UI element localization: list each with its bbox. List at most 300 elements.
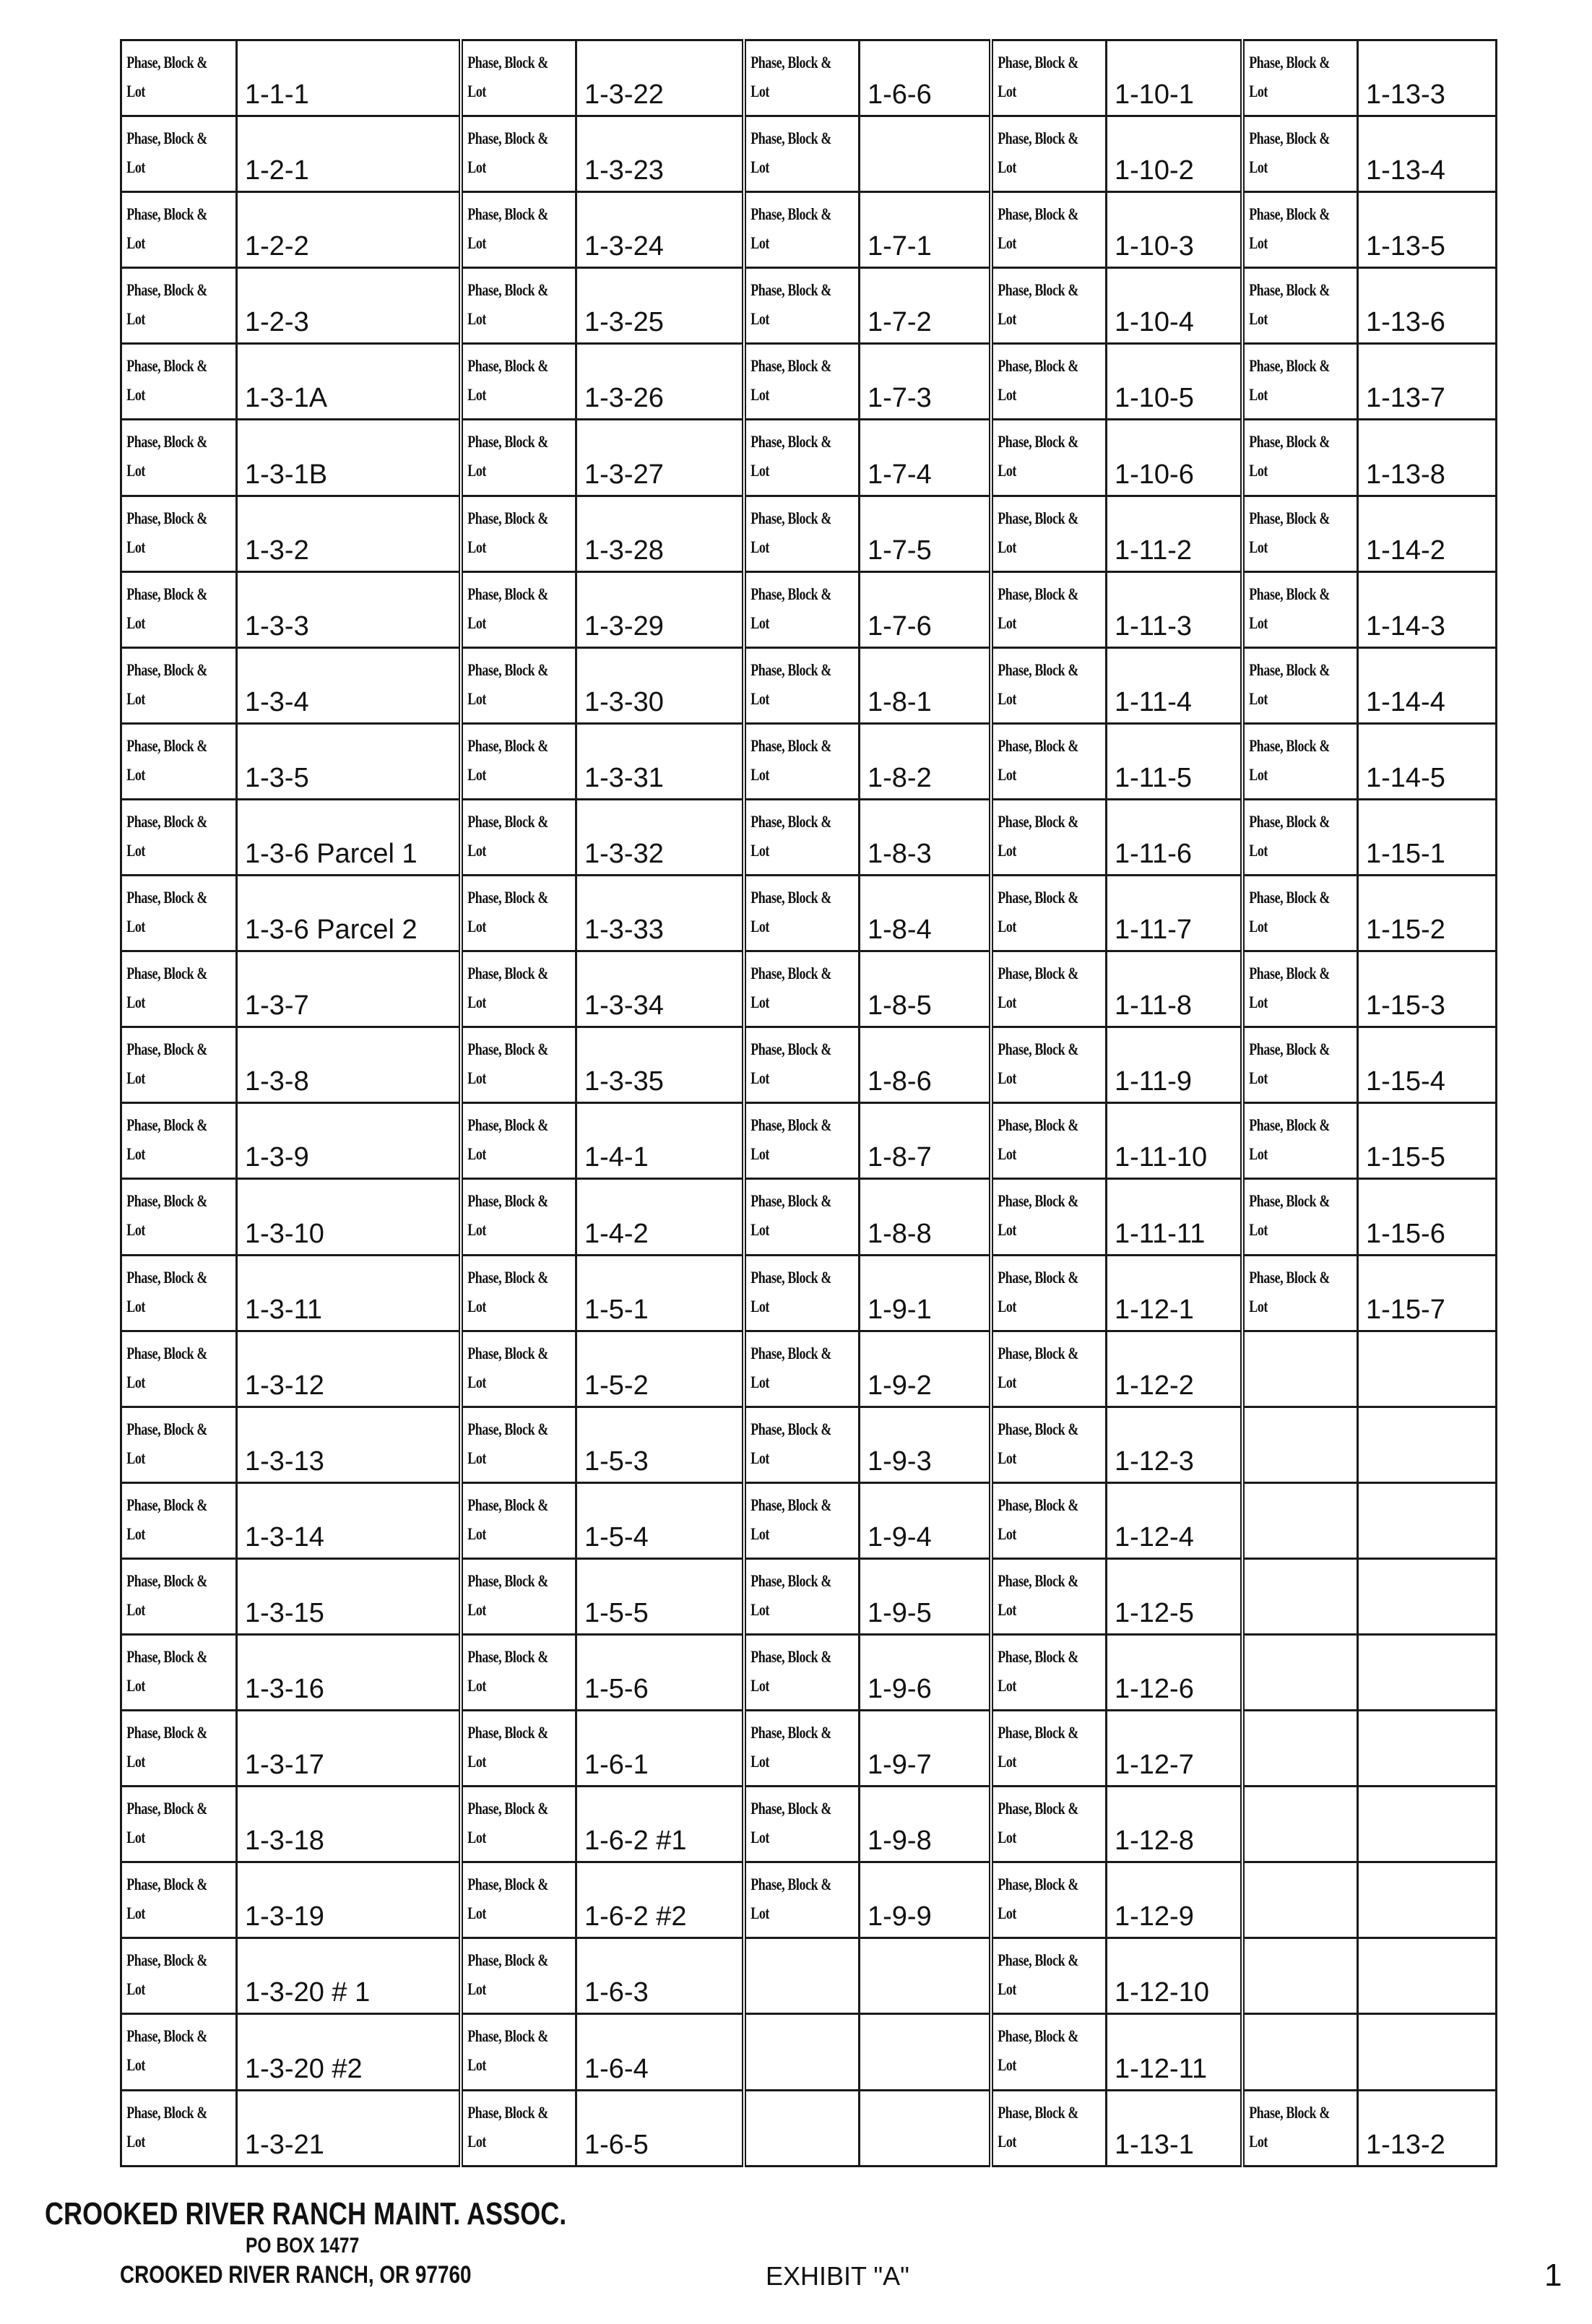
- value-cell: [237, 1787, 461, 1862]
- value-cell: [1358, 647, 1497, 723]
- phase-block-lot-label: Phase, Block & Lot: [997, 357, 1078, 405]
- label-cell: [1242, 192, 1358, 268]
- phase-block-lot-label: Phase, Block & Lot: [750, 1268, 831, 1316]
- phase-block-lot-label: Phase, Block & Lot: [126, 2103, 207, 2151]
- label-cell: [1242, 344, 1358, 420]
- value-cell: [237, 1179, 461, 1255]
- table-row: [121, 723, 1497, 799]
- phase-block-lot-label: Phase, Block & Lot: [126, 812, 207, 860]
- value-cell: [1358, 268, 1497, 344]
- value-cell: [237, 723, 461, 799]
- label-cell: [1242, 1558, 1358, 1634]
- table-row: [121, 1787, 1497, 1862]
- label-cell: [461, 116, 576, 192]
- phase-block-lot-label: Phase, Block & Lot: [750, 736, 831, 784]
- lot-number: 1-8-5: [868, 990, 932, 1021]
- lot-number: 1-3-11: [245, 1294, 323, 1325]
- lot-number: 1-3-4: [245, 686, 309, 717]
- value-cell: [237, 1862, 461, 1938]
- phase-block-lot-label: Phase, Block & Lot: [467, 812, 548, 860]
- phase-block-lot-label: Phase, Block & Lot: [467, 1192, 548, 1240]
- value-cell: [576, 1558, 744, 1634]
- value-cell: [1107, 1331, 1242, 1407]
- lot-number: 1-11-10: [1115, 1142, 1208, 1173]
- value-cell: [1358, 1407, 1497, 1482]
- lot-number: 1-9-4: [868, 1521, 932, 1552]
- label-cell: [744, 344, 860, 420]
- value-cell: [1107, 799, 1242, 875]
- value-cell: [237, 420, 461, 496]
- lot-number: 1-4-1: [584, 1142, 649, 1173]
- table-row: [121, 1482, 1497, 1558]
- value-cell: [576, 2014, 744, 2090]
- lot-number: 1-2-2: [245, 231, 309, 262]
- lot-number: 1-7-2: [868, 307, 932, 338]
- phase-block-lot-label: Phase, Block & Lot: [997, 129, 1078, 177]
- phase-block-lot-label: Phase, Block & Lot: [997, 1571, 1078, 1619]
- phase-block-lot-label: Phase, Block & Lot: [126, 357, 207, 405]
- label-cell: [121, 1255, 237, 1331]
- lot-number: 1-3-15: [245, 1597, 324, 1628]
- value-cell: [237, 799, 461, 875]
- value-cell: [860, 1103, 991, 1179]
- value-cell: [860, 1027, 991, 1103]
- lot-number: 1-12-1: [1115, 1294, 1194, 1325]
- label-cell: [121, 1179, 237, 1255]
- phase-block-lot-label: Phase, Block & Lot: [467, 889, 548, 936]
- value-cell: [237, 647, 461, 723]
- table-row: [121, 876, 1497, 951]
- label-cell: [461, 799, 576, 875]
- phase-block-lot-label: Phase, Block & Lot: [997, 1344, 1078, 1391]
- lot-number: 1-3-17: [245, 1750, 324, 1781]
- lot-number: 1-3-20 # 1: [245, 1977, 371, 2008]
- phase-block-lot-label: Phase, Block & Lot: [126, 53, 207, 100]
- label-cell: [1242, 876, 1358, 951]
- phase-block-lot-label: Phase, Block & Lot: [467, 53, 548, 100]
- value-cell: [576, 192, 744, 268]
- value-cell: [237, 2090, 461, 2166]
- label-cell: [744, 1634, 860, 1710]
- phase-block-lot-label: Phase, Block & Lot: [467, 205, 548, 253]
- value-cell: [237, 1103, 461, 1179]
- phase-block-lot-label: Phase, Block & Lot: [997, 1495, 1078, 1543]
- value-cell: [576, 1634, 744, 1710]
- label-cell: [121, 268, 237, 344]
- label-cell: [121, 420, 237, 496]
- value-cell: [1107, 1787, 1242, 1862]
- phase-block-lot-label: Phase, Block & Lot: [750, 281, 831, 329]
- label-cell: [121, 876, 237, 951]
- lot-number: 1-3-34: [584, 990, 664, 1021]
- lot-number: 1-9-5: [868, 1597, 932, 1628]
- phase-block-lot-label: Phase, Block & Lot: [1248, 433, 1330, 480]
- value-cell: [237, 1938, 461, 2014]
- phase-block-lot-label: Phase, Block & Lot: [126, 1647, 207, 1695]
- phase-block-lot-label: Phase, Block & Lot: [997, 1875, 1078, 1923]
- phase-block-lot-label: Phase, Block & Lot: [467, 660, 548, 708]
- value-cell: [1107, 951, 1242, 1027]
- phase-block-lot-label: Phase, Block & Lot: [1248, 660, 1330, 708]
- table-row: [121, 1558, 1497, 1634]
- value-cell: [1107, 2014, 1242, 2090]
- lot-number: 1-3-19: [245, 1901, 324, 1932]
- value-cell: [576, 1862, 744, 1938]
- lot-number: 1-3-27: [584, 459, 664, 490]
- table-row: [121, 1862, 1497, 1938]
- footer-organization: CROOKED RIVER RANCH MAINT. ASSOC.: [45, 2196, 567, 2232]
- label-cell: [121, 951, 237, 1027]
- value-cell: [1107, 1179, 1242, 1255]
- phase-block-lot-label: Phase, Block & Lot: [126, 1495, 207, 1543]
- lot-number: 1-11-6: [1115, 839, 1193, 870]
- value-cell: [1358, 571, 1497, 647]
- label-cell: [1242, 1331, 1358, 1407]
- phase-block-lot-label: Phase, Block & Lot: [126, 584, 207, 632]
- phase-block-lot-label: Phase, Block & Lot: [750, 1875, 831, 1923]
- phase-block-lot-label: Phase, Block & Lot: [126, 433, 207, 480]
- value-cell: [1358, 40, 1497, 116]
- exhibit-label: EXHIBIT "A": [766, 2261, 909, 2291]
- phase-block-lot-label: Phase, Block & Lot: [467, 1040, 548, 1088]
- label-cell: [744, 1862, 860, 1938]
- lot-number: 1-3-22: [584, 79, 664, 111]
- value-cell: [1107, 723, 1242, 799]
- phase-block-lot-label: Phase, Block & Lot: [126, 1040, 207, 1088]
- label-cell: [121, 1634, 237, 1710]
- value-cell: [576, 40, 744, 116]
- lot-number: 1-8-3: [868, 839, 932, 870]
- value-cell: [1358, 1938, 1497, 2014]
- value-cell: [576, 1331, 744, 1407]
- label-cell: [461, 1634, 576, 1710]
- value-cell: [576, 2090, 744, 2166]
- value-cell: [1107, 647, 1242, 723]
- lot-number: 1-3-6 Parcel 2: [245, 915, 418, 946]
- phase-block-lot-label: Phase, Block & Lot: [1248, 889, 1330, 936]
- lot-number: 1-2-1: [245, 155, 309, 186]
- phase-block-lot-label: Phase, Block & Lot: [126, 205, 207, 253]
- phase-block-lot-label: Phase, Block & Lot: [126, 1800, 207, 1847]
- phase-block-lot-label: Phase, Block & Lot: [1248, 1192, 1330, 1240]
- phase-block-lot-label: Phase, Block & Lot: [1248, 281, 1330, 329]
- lot-number: 1-3-28: [584, 535, 664, 566]
- lot-number: 1-7-4: [868, 459, 932, 490]
- label-cell: [461, 496, 576, 571]
- phase-block-lot-label: Phase, Block & Lot: [467, 509, 548, 556]
- phase-block-lot-label: Phase, Block & Lot: [997, 433, 1078, 480]
- value-cell: [860, 1482, 991, 1558]
- label-cell: [744, 951, 860, 1027]
- value-cell: [1107, 1027, 1242, 1103]
- value-cell: [576, 799, 744, 875]
- phase-block-lot-label: Phase, Block & Lot: [467, 129, 548, 177]
- lot-number: 1-9-8: [868, 1826, 932, 1857]
- lot-number: 1-7-6: [868, 610, 932, 642]
- label-cell: [1242, 799, 1358, 875]
- label-cell: [121, 1787, 237, 1862]
- value-cell: [1358, 1787, 1497, 1862]
- value-cell: [1107, 116, 1242, 192]
- value-cell: [1107, 2090, 1242, 2166]
- value-cell: [1107, 40, 1242, 116]
- phase-block-lot-label: Phase, Block & Lot: [467, 1116, 548, 1164]
- lot-number: 1-10-5: [1115, 383, 1194, 414]
- lot-number: 1-3-25: [584, 307, 664, 338]
- value-cell: [1107, 344, 1242, 420]
- phase-block-lot-label: Phase, Block & Lot: [750, 1647, 831, 1695]
- phase-block-lot-label: Phase, Block & Lot: [126, 736, 207, 784]
- lot-number: 1-14-3: [1366, 610, 1445, 642]
- label-cell: [121, 723, 237, 799]
- label-cell: [121, 2090, 237, 2166]
- lot-number: 1-14-4: [1366, 686, 1445, 717]
- label-cell: [1242, 571, 1358, 647]
- lot-number: 1-6-1: [584, 1750, 649, 1781]
- value-cell: [1107, 420, 1242, 496]
- label-cell: [121, 799, 237, 875]
- table-row: [121, 40, 1497, 116]
- phase-block-lot-label: Phase, Block & Lot: [750, 1040, 831, 1088]
- value-cell: [576, 1179, 744, 1255]
- lot-number: 1-3-5: [245, 762, 309, 793]
- lot-number: 1-3-2: [245, 535, 309, 566]
- phase-block-lot-label: Phase, Block & Lot: [750, 205, 831, 253]
- table-row: [121, 799, 1497, 875]
- phase-block-lot-label: Phase, Block & Lot: [997, 1192, 1078, 1240]
- value-cell: [1107, 1634, 1242, 1710]
- value-cell: [237, 116, 461, 192]
- value-cell: [1107, 1938, 1242, 2014]
- value-cell: [576, 1482, 744, 1558]
- label-cell: [121, 1711, 237, 1787]
- value-cell: [860, 876, 991, 951]
- value-cell: [237, 1027, 461, 1103]
- phase-block-lot-label: Phase, Block & Lot: [126, 889, 207, 936]
- lot-number: 1-3-26: [584, 383, 664, 414]
- value-cell: [1358, 1027, 1497, 1103]
- lot-number: 1-15-5: [1366, 1142, 1445, 1173]
- label-cell: [991, 268, 1107, 344]
- label-cell: [461, 1103, 576, 1179]
- value-cell: [1358, 1862, 1497, 1938]
- label-cell: [991, 1103, 1107, 1179]
- lot-number: 1-12-4: [1115, 1521, 1194, 1552]
- lot-number: 1-3-10: [245, 1218, 324, 1249]
- label-cell: [121, 40, 237, 116]
- value-cell: [1358, 496, 1497, 571]
- value-cell: [1107, 1482, 1242, 1558]
- value-cell: [576, 116, 744, 192]
- table-row: [121, 1331, 1497, 1407]
- label-cell: [461, 1331, 576, 1407]
- lot-number: 1-13-4: [1366, 155, 1445, 186]
- value-cell: [860, 1711, 991, 1787]
- value-cell: [237, 192, 461, 268]
- value-cell: [1358, 1179, 1497, 1255]
- value-cell: [576, 1407, 744, 1482]
- label-cell: [461, 1787, 576, 1862]
- lot-number: 1-6-5: [584, 2130, 649, 2160]
- footer-po-box: PO BOX 1477: [246, 2234, 360, 2258]
- value-cell: [237, 40, 461, 116]
- value-cell: [860, 192, 991, 268]
- label-cell: [461, 571, 576, 647]
- label-cell: [991, 647, 1107, 723]
- label-cell: [461, 268, 576, 344]
- phase-block-lot-label: Phase, Block & Lot: [126, 2027, 207, 2075]
- phase-block-lot-label: Phase, Block & Lot: [750, 660, 831, 708]
- lot-number: 1-8-6: [868, 1066, 932, 1097]
- lot-number: 1-5-6: [584, 1674, 649, 1705]
- phase-block-lot-label: Phase, Block & Lot: [1248, 509, 1330, 556]
- label-cell: [121, 1938, 237, 2014]
- phase-block-lot-label: Phase, Block & Lot: [750, 1344, 831, 1391]
- phase-block-lot-label: Phase, Block & Lot: [997, 509, 1078, 556]
- value-cell: [1107, 1255, 1242, 1331]
- value-cell: [860, 1938, 991, 2014]
- label-cell: [991, 192, 1107, 268]
- label-cell: [744, 723, 860, 799]
- label-cell: [461, 1027, 576, 1103]
- value-cell: [1358, 1255, 1497, 1331]
- phase-block-lot-label: Phase, Block & Lot: [750, 1192, 831, 1240]
- label-cell: [991, 1482, 1107, 1558]
- value-cell: [237, 268, 461, 344]
- value-cell: [237, 496, 461, 571]
- label-cell: [744, 420, 860, 496]
- value-cell: [1107, 1711, 1242, 1787]
- value-cell: [576, 876, 744, 951]
- phase-block-lot-label: Phase, Block & Lot: [1248, 129, 1330, 177]
- phase-block-lot-label: Phase, Block & Lot: [126, 509, 207, 556]
- label-cell: [744, 1103, 860, 1179]
- value-cell: [1358, 344, 1497, 420]
- lot-number: 1-5-2: [584, 1370, 649, 1401]
- label-cell: [991, 496, 1107, 571]
- lot-number: 1-8-7: [868, 1142, 932, 1173]
- table-row: [121, 1027, 1497, 1103]
- lot-number: 1-11-5: [1115, 762, 1193, 793]
- label-cell: [121, 1862, 237, 1938]
- lot-number: 1-11-7: [1115, 915, 1193, 946]
- lot-number: 1-6-6: [868, 79, 932, 111]
- table-row: [121, 420, 1497, 496]
- value-cell: [860, 571, 991, 647]
- label-cell: [461, 1938, 576, 2014]
- label-cell: [991, 1711, 1107, 1787]
- phase-block-lot-label: Phase, Block & Lot: [750, 964, 831, 1012]
- label-cell: [1242, 1255, 1358, 1331]
- table-row: [121, 1103, 1497, 1179]
- table-row: [121, 116, 1497, 192]
- phase-block-lot-label: Phase, Block & Lot: [467, 1724, 548, 1771]
- value-cell: [576, 1103, 744, 1179]
- phase-block-lot-label: Phase, Block & Lot: [467, 1420, 548, 1467]
- lot-number: 1-3-16: [245, 1674, 324, 1705]
- label-cell: [461, 344, 576, 420]
- phase-block-lot-label: Phase, Block & Lot: [997, 2103, 1078, 2151]
- phase-block-lot-label: Phase, Block & Lot: [467, 1344, 548, 1391]
- phase-block-lot-label: Phase, Block & Lot: [997, 660, 1078, 708]
- phase-block-lot-label: Phase, Block & Lot: [997, 584, 1078, 632]
- label-cell: [121, 1558, 237, 1634]
- value-cell: [576, 1027, 744, 1103]
- phase-block-lot-label: Phase, Block & Lot: [126, 964, 207, 1012]
- phase-block-lot-label: Phase, Block & Lot: [467, 1800, 548, 1847]
- phase-block-lot-label: Phase, Block & Lot: [126, 1268, 207, 1316]
- label-cell: [1242, 723, 1358, 799]
- table-row: [121, 571, 1497, 647]
- label-cell: [1242, 40, 1358, 116]
- lot-number: 1-3-7: [245, 990, 309, 1021]
- value-cell: [1358, 951, 1497, 1027]
- label-cell: [461, 40, 576, 116]
- value-cell: [237, 1407, 461, 1482]
- value-cell: [860, 116, 991, 192]
- value-cell: [860, 1179, 991, 1255]
- lot-number: 1-15-7: [1366, 1294, 1445, 1325]
- value-cell: [1358, 799, 1497, 875]
- lot-number: 1-3-9: [245, 1142, 309, 1173]
- label-cell: [121, 1103, 237, 1179]
- lot-number: 1-12-2: [1115, 1370, 1194, 1401]
- value-cell: [860, 1255, 991, 1331]
- value-cell: [237, 344, 461, 420]
- value-cell: [237, 951, 461, 1027]
- table-row: [121, 1634, 1497, 1710]
- lot-number: 1-13-6: [1366, 307, 1445, 338]
- value-cell: [860, 344, 991, 420]
- label-cell: [991, 2090, 1107, 2166]
- lot-number: 1-11-11: [1115, 1218, 1206, 1249]
- label-cell: [461, 1255, 576, 1331]
- value-cell: [1107, 192, 1242, 268]
- label-cell: [991, 1027, 1107, 1103]
- label-cell: [461, 723, 576, 799]
- value-cell: [237, 1255, 461, 1331]
- value-cell: [1358, 116, 1497, 192]
- value-cell: [860, 1331, 991, 1407]
- label-cell: [991, 1407, 1107, 1482]
- lot-number: 1-15-4: [1366, 1066, 1445, 1097]
- lot-number: 1-5-4: [584, 1521, 649, 1552]
- lot-number: 1-3-1B: [245, 459, 328, 490]
- value-cell: [1358, 1331, 1497, 1407]
- lot-number: 1-3-33: [584, 915, 664, 946]
- lot-number: 1-4-2: [584, 1218, 649, 1249]
- label-cell: [744, 268, 860, 344]
- label-cell: [121, 1331, 237, 1407]
- lot-number: 1-12-5: [1115, 1597, 1194, 1628]
- lot-number: 1-3-32: [584, 839, 664, 870]
- label-cell: [1242, 1787, 1358, 1862]
- table-row: [121, 1711, 1497, 1787]
- phase-block-lot-label: Phase, Block & Lot: [126, 660, 207, 708]
- table-row: [121, 2090, 1497, 2166]
- table-row: [121, 496, 1497, 571]
- phase-block-lot-label: Phase, Block & Lot: [1248, 53, 1330, 100]
- label-cell: [744, 1938, 860, 2014]
- label-cell: [1242, 1103, 1358, 1179]
- phase-block-lot-label: Phase, Block & Lot: [467, 2027, 548, 2075]
- label-cell: [1242, 268, 1358, 344]
- label-cell: [461, 2014, 576, 2090]
- lot-number: 1-3-23: [584, 155, 664, 186]
- label-cell: [121, 647, 237, 723]
- lot-number: 1-12-6: [1115, 1674, 1194, 1705]
- label-cell: [991, 1862, 1107, 1938]
